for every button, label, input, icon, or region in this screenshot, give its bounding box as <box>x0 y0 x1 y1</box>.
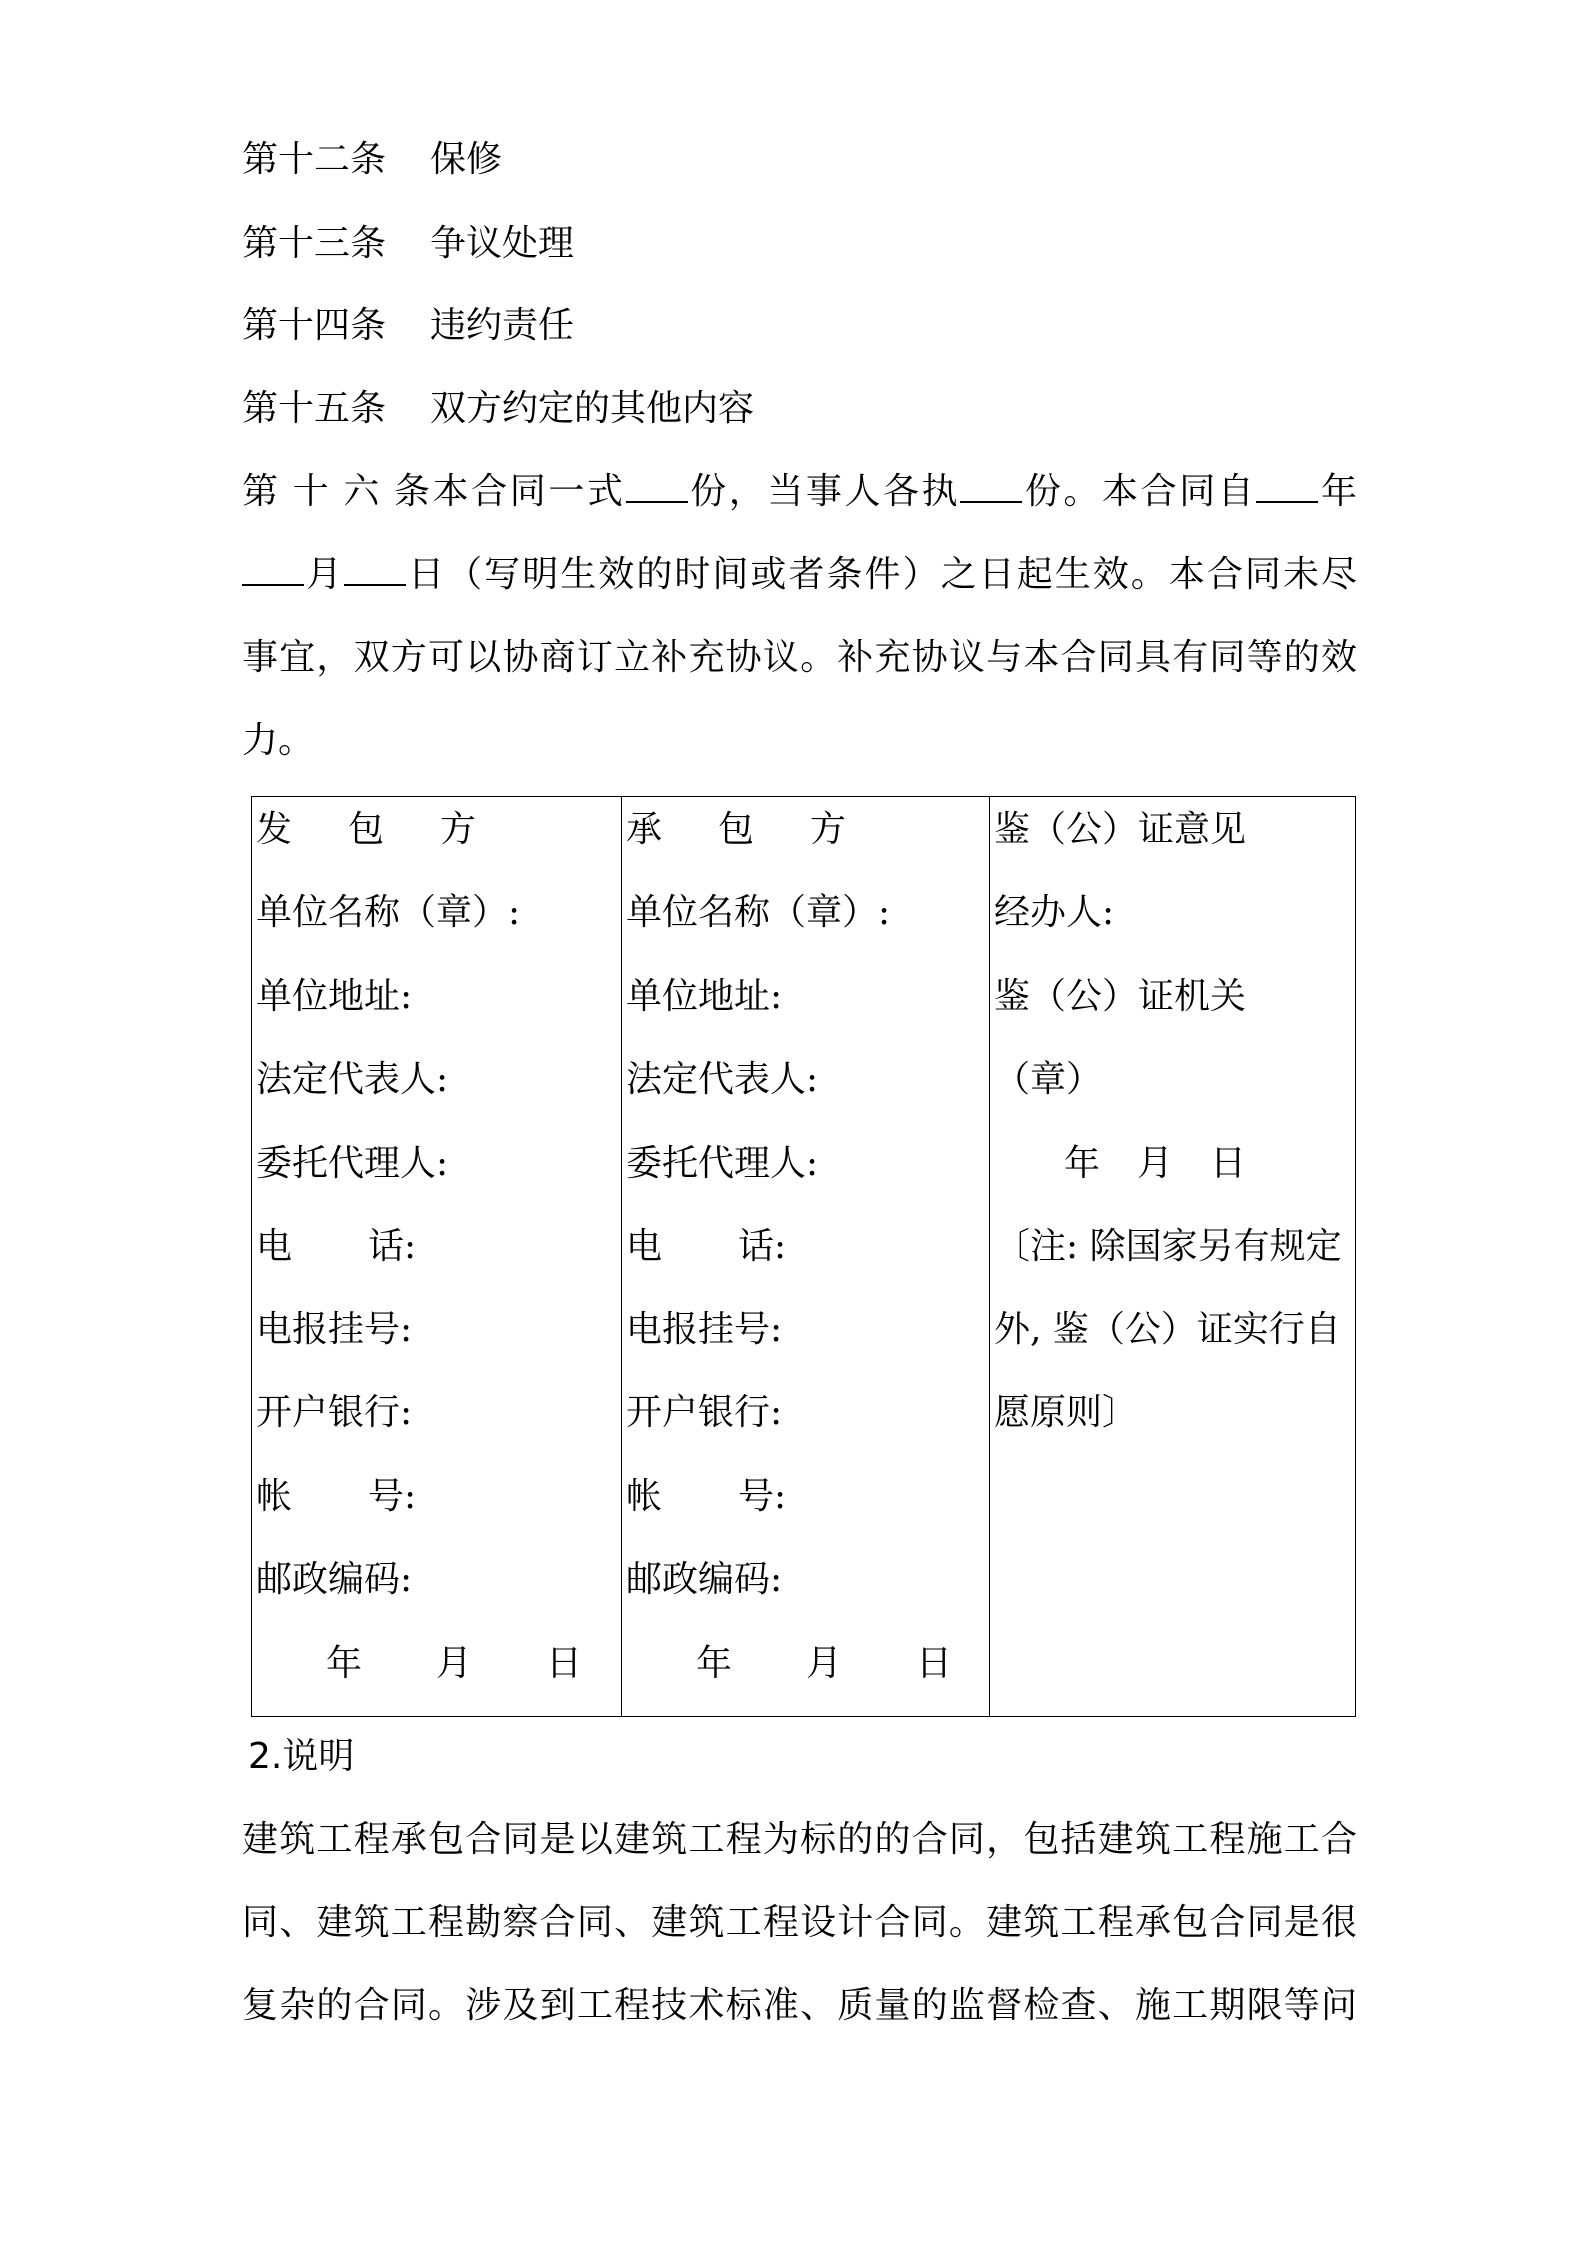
signature-table <box>251 796 1356 1717</box>
article-16-line-1 <box>242 470 1357 514</box>
blank-day <box>344 554 406 586</box>
notary-opinion-label: 鉴（公）证意见 <box>994 809 1247 850</box>
notary-note-line-2: 外, 鉴（公）证实行自 <box>994 1309 1341 1350</box>
article-16-text: 本合同一式 <box>430 471 626 512</box>
employer-account-label: 帐 号: <box>256 1476 417 1517</box>
blank-year <box>1256 471 1318 503</box>
contractor-bank-label: 开户银行: <box>626 1392 783 1433</box>
contractor-heading: 承 包 方 <box>626 809 847 850</box>
notary-note-line-3: 愿原则〕 <box>994 1392 1139 1433</box>
employer-postcode-label: 邮政编码: <box>256 1559 413 1600</box>
article-number: 第十三条 <box>242 223 387 264</box>
notary-column <box>989 797 1355 1716</box>
notary-handler-label: 经办人: <box>994 892 1115 933</box>
contractor-account-label: 帐 号: <box>626 1476 787 1517</box>
section-2-line-2: 同、建筑工程勘察合同、建筑工程设计合同。建筑工程承包合同是很 <box>242 1902 1357 1943</box>
article-title: 违约责任 <box>430 305 575 346</box>
contractor-legal-rep-label: 法定代表人: <box>626 1059 819 1100</box>
contractor-column <box>621 797 989 1716</box>
blank-copies-each <box>960 471 1022 503</box>
employer-heading: 发 包 方 <box>256 809 477 850</box>
contractor-telegraph-label: 电报挂号: <box>626 1309 783 1350</box>
article-number: 第十二条 <box>242 139 387 180</box>
notary-authority-label: 鉴（公）证机关 <box>994 976 1247 1017</box>
article-title: 双方约定的其他内容 <box>430 388 755 429</box>
article-15 <box>242 387 754 431</box>
article-number: 第十六条 <box>242 471 430 512</box>
section-2-line-3: 复杂的合同。涉及到工程技术标准、质量的监督检查、施工期限等问 <box>242 1985 1357 2026</box>
article-16-text: 月 <box>304 554 345 595</box>
article-title: 争议处理 <box>430 223 575 264</box>
article-16-line-4: 力。 <box>242 720 315 761</box>
employer-date: 年 月 日 <box>326 1643 583 1684</box>
section-2-line-1: 建筑工程承包合同是以建筑工程为标的的合同，包括建筑工程施工合 <box>242 1819 1357 1860</box>
employer-legal-rep-label: 法定代表人: <box>256 1059 449 1100</box>
article-16-text: 年 <box>1318 471 1357 512</box>
employer-column <box>252 797 621 1716</box>
contractor-date: 年 月 日 <box>696 1643 953 1684</box>
article-16-text: 份。本合同自 <box>1022 471 1257 512</box>
notary-seal-label: （章） <box>994 1059 1103 1100</box>
employer-address-label: 单位地址: <box>256 976 413 1017</box>
contractor-postcode-label: 邮政编码: <box>626 1559 783 1600</box>
employer-bank-label: 开户银行: <box>256 1392 413 1433</box>
blank-copies-total <box>626 471 688 503</box>
article-number: 第十四条 <box>242 305 387 346</box>
contractor-phone-label: 电 话: <box>626 1226 787 1267</box>
contractor-agent-label: 委托代理人: <box>626 1143 819 1184</box>
contractor-unit-name-label: 单位名称（章）: <box>626 892 891 933</box>
contractor-address-label: 单位地址: <box>626 976 783 1017</box>
employer-telegraph-label: 电报挂号: <box>256 1309 413 1350</box>
article-16-text: 日（写明生效的时间或者条件）之日起生效。本合同未尽 <box>406 554 1357 595</box>
employer-agent-label: 委托代理人: <box>256 1143 449 1184</box>
article-13 <box>242 222 574 266</box>
article-16-text: 份，当事人各执 <box>687 471 961 512</box>
employer-unit-name-label: 单位名称（章）: <box>256 892 521 933</box>
article-16-line-3: 事宜，双方可以协商订立补充协议。补充协议与本合同具有同等的效 <box>242 637 1357 678</box>
blank-month <box>242 554 304 586</box>
article-title: 保修 <box>430 139 503 180</box>
notary-date: 年 月 日 <box>1064 1143 1247 1184</box>
section-2-heading: 2.说明 <box>248 1736 355 1777</box>
article-16-line-2 <box>242 553 1357 597</box>
article-number: 第十五条 <box>242 388 387 429</box>
notary-note-line-1: 〔注: 除国家另有规定 <box>994 1226 1342 1267</box>
article-12 <box>242 138 502 182</box>
article-14 <box>242 304 574 348</box>
employer-phone-label: 电 话: <box>256 1226 417 1267</box>
